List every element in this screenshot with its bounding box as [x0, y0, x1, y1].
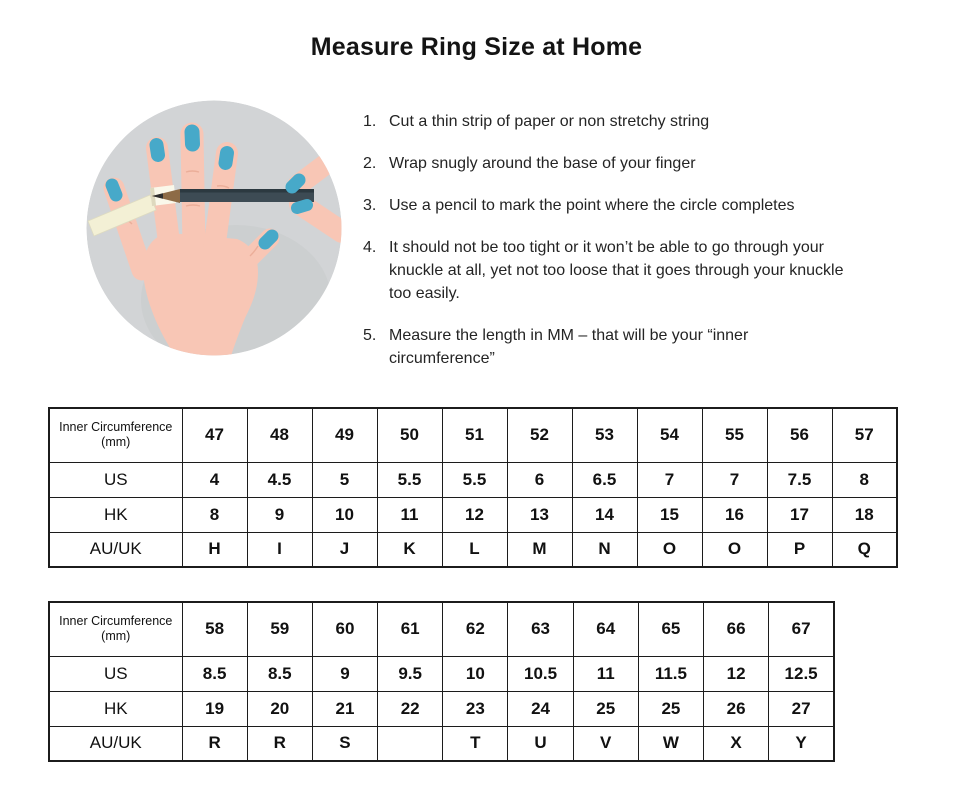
size-value-cell: 50 — [377, 408, 442, 462]
size-value-cell: 8.5 — [247, 656, 312, 691]
middle-nail-icon — [192, 132, 193, 144]
size-value-cell: 22 — [378, 691, 443, 726]
table-row — [49, 408, 897, 462]
table-row — [49, 656, 834, 691]
size-value-cell: 52 — [507, 408, 572, 462]
column-header-label: Inner Circumference (mm) — [49, 602, 182, 656]
row-label: HK — [49, 691, 182, 726]
size-value-cell: 27 — [769, 691, 834, 726]
size-value-cell: 20 — [247, 691, 312, 726]
size-value-cell: 7 — [637, 462, 702, 497]
size-value-cell: 17 — [767, 497, 832, 532]
size-value-cell: Y — [769, 726, 834, 761]
instruction-step-2 — [363, 152, 903, 175]
size-value-cell: 12 — [442, 497, 507, 532]
size-value-cell: K — [377, 532, 442, 567]
size-value-cell: 10.5 — [508, 656, 573, 691]
size-value-cell: I — [247, 532, 312, 567]
size-value-cell — [378, 726, 443, 761]
size-value-cell: 8 — [832, 462, 897, 497]
size-value-cell: 47 — [182, 408, 247, 462]
size-value-cell: P — [767, 532, 832, 567]
column-header-label: Inner Circumference (mm) — [49, 408, 182, 462]
size-value-cell: H — [182, 532, 247, 567]
row-label: AU/UK — [49, 532, 182, 567]
size-value-cell: 54 — [637, 408, 702, 462]
holding-index-nail-icon — [292, 180, 299, 187]
size-value-cell: O — [637, 532, 702, 567]
size-value-cell: 63 — [508, 602, 573, 656]
size-value-cell: 48 — [247, 408, 312, 462]
size-value-cell: 8 — [182, 497, 247, 532]
size-value-cell: S — [312, 726, 377, 761]
row-label: US — [49, 462, 182, 497]
size-value-cell: 62 — [443, 602, 508, 656]
size-value-cell: 16 — [702, 497, 767, 532]
size-value-cell: 10 — [443, 656, 508, 691]
size-value-cell: 11 — [573, 656, 638, 691]
size-value-cell: 53 — [572, 408, 637, 462]
size-value-cell: Q — [832, 532, 897, 567]
size-value-cell: 49 — [312, 408, 377, 462]
size-value-cell: 59 — [247, 602, 312, 656]
size-value-cell: 26 — [704, 691, 769, 726]
size-value-cell: U — [508, 726, 573, 761]
pinky-nail-icon — [265, 236, 272, 243]
hand-illustration-graphic — [86, 100, 342, 356]
size-value-cell: 9 — [247, 497, 312, 532]
instruction-step-3 — [363, 194, 903, 217]
table-row — [49, 602, 834, 656]
index-nail-icon — [157, 145, 159, 155]
step-text: Wrap snugly around the base of your finger — [389, 155, 696, 172]
table-row — [49, 497, 897, 532]
size-value-cell: 56 — [767, 408, 832, 462]
size-value-cell: 5.5 — [442, 462, 507, 497]
size-value-cell: 5 — [312, 462, 377, 497]
size-value-cell: 67 — [769, 602, 834, 656]
size-value-cell: W — [638, 726, 703, 761]
row-label: HK — [49, 497, 182, 532]
size-value-cell: 5.5 — [377, 462, 442, 497]
size-value-cell: 51 — [442, 408, 507, 462]
instruction-step-4 — [363, 236, 903, 305]
size-value-cell: 21 — [312, 691, 377, 726]
hand-measurement-illustration — [86, 100, 342, 356]
size-value-cell: 11 — [377, 497, 442, 532]
size-value-cell: 7.5 — [767, 462, 832, 497]
size-value-cell: 23 — [443, 691, 508, 726]
instruction-step-1 — [363, 110, 903, 133]
size-value-cell: 7 — [702, 462, 767, 497]
page-title: Measure Ring Size at Home — [310, 33, 643, 61]
size-value-cell: 9 — [312, 656, 377, 691]
table-row — [49, 532, 897, 567]
size-value-cell: 6.5 — [572, 462, 637, 497]
size-value-cell: 61 — [378, 602, 443, 656]
size-value-cell: N — [572, 532, 637, 567]
size-value-cell: O — [702, 532, 767, 567]
size-value-cell: 55 — [702, 408, 767, 462]
instruction-step-5 — [363, 324, 903, 370]
step-number: 3. — [363, 197, 377, 214]
ring-size-table-1 — [48, 407, 898, 568]
step-number: 2. — [363, 155, 377, 172]
size-value-cell: 13 — [507, 497, 572, 532]
ring-size-table-2 — [48, 601, 835, 762]
size-value-cell: 9.5 — [378, 656, 443, 691]
size-value-cell: 25 — [573, 691, 638, 726]
size-value-cell: R — [247, 726, 312, 761]
size-conversion-table — [48, 407, 898, 568]
size-value-cell: 58 — [182, 602, 247, 656]
size-value-cell: 57 — [832, 408, 897, 462]
size-value-cell: M — [507, 532, 572, 567]
step-text: It should not be too tight or it won’t be able to go through your knuckle at all, yet not too loose that it goes through your knuckle too easily. — [389, 239, 844, 302]
size-value-cell: L — [442, 532, 507, 567]
size-value-cell: R — [182, 726, 247, 761]
size-value-cell: 64 — [573, 602, 638, 656]
step-text: Measure the length in MM – that will be your “inner circumference” — [389, 327, 749, 367]
size-value-cell: 66 — [704, 602, 769, 656]
thumb-nail-icon — [112, 185, 116, 195]
size-value-cell: J — [312, 532, 377, 567]
size-value-cell: 12.5 — [769, 656, 834, 691]
size-value-cell: V — [573, 726, 638, 761]
size-conversion-table — [48, 601, 835, 762]
holding-thumb-nail-icon — [297, 205, 307, 208]
size-value-cell: 4 — [182, 462, 247, 497]
size-value-cell: 10 — [312, 497, 377, 532]
row-label: AU/UK — [49, 726, 182, 761]
size-value-cell: 18 — [832, 497, 897, 532]
size-value-cell: 60 — [312, 602, 377, 656]
table-row — [49, 462, 897, 497]
size-value-cell: 4.5 — [247, 462, 312, 497]
size-value-cell: 25 — [638, 691, 703, 726]
size-value-cell: 19 — [182, 691, 247, 726]
size-value-cell: 8.5 — [182, 656, 247, 691]
table-row — [49, 726, 834, 761]
step-text: Cut a thin strip of paper or non stretchy string — [389, 113, 710, 130]
table-row — [49, 691, 834, 726]
size-value-cell: T — [443, 726, 508, 761]
size-value-cell: X — [704, 726, 769, 761]
size-value-cell: 6 — [507, 462, 572, 497]
row-label: US — [49, 656, 182, 691]
instructions-list — [363, 110, 903, 389]
size-value-cell: 65 — [638, 602, 703, 656]
size-value-cell: 24 — [508, 691, 573, 726]
step-text: Use a pencil to mark the point where the circle completes — [389, 197, 795, 214]
size-value-cell: 12 — [704, 656, 769, 691]
ring-nail-icon — [226, 153, 228, 163]
size-value-cell: 14 — [572, 497, 637, 532]
size-value-cell: 15 — [637, 497, 702, 532]
step-number: 5. — [363, 327, 377, 344]
size-value-cell: 11.5 — [638, 656, 703, 691]
step-number: 4. — [363, 239, 377, 256]
step-number: 1. — [363, 113, 377, 130]
